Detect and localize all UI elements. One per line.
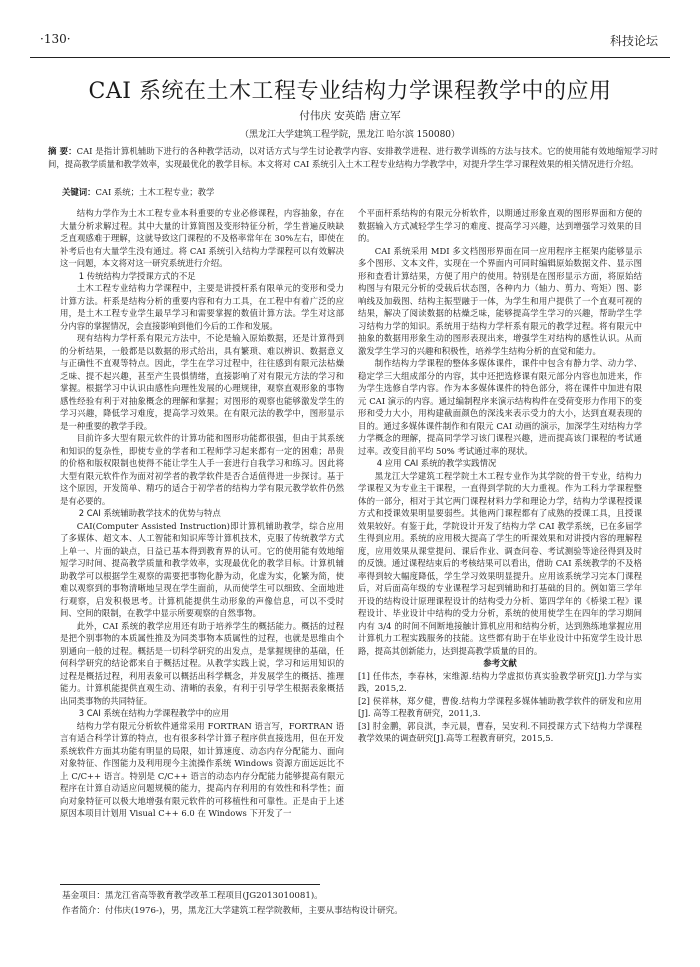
funding-note xyxy=(62,889,323,901)
section-heading: 4 应用 CAI 系统的教学实践情况 xyxy=(376,458,497,468)
journal-section: 科技论坛 xyxy=(609,34,658,48)
abstract xyxy=(48,145,658,171)
footnote-divider xyxy=(60,884,320,885)
bio-text: 付伟庆(1976-)，男，黑龙江大学建筑工程学院教师，主要从事结构设计研究。 xyxy=(104,906,403,916)
funding-label: 基金项目： xyxy=(62,891,105,901)
section-heading: 3 CAI 系统在结构力学课程教学中的应用 xyxy=(78,708,230,718)
abstract-label: 摘 要： xyxy=(48,146,77,156)
body-paragraph: 制作结构力学课程的整体多媒体课件，课件中包含有静力学、动力学、稳定学三大组成部分的内容，其中还把选修课有限元部分内容也加进来，作为学生选修自学内容。作为本多媒体课件的特色部分，将在课件中加进有限元 CAI 演示的内容。通过编制程序来演示结构构件在受荷变形力作用下的变形和受力大小，用构建截面颜色的深浅来表示受力的大小，达到直观表现的目的。通过多媒体课件制作和有限元 CAI 动画的演示，加深学生对结构力学力学概念的理解，提高同学学习该门课程兴趣，进而提高该门课程的考试通过率。改变目前平均 50% 考试通过率的现状。 xyxy=(358,358,642,456)
abstract-text: CAI 是指计算机辅助下进行的各种教学活动，以对话方式与学生讨论教学内容、安排教学进程、进行教学训练的方法与技术。它的使用能有效地缩短学习时间，提高教学质量和教学效率，实现最优化的教学目标。本文将对 CAI 系统引入土木工程专业结构力学教学中，对提升学生学习课程效果的相关情况进行介绍。 xyxy=(48,146,659,169)
body-paragraph: CAI(Computer Assisted Instruction)即计算机辅助教学，综合应用了多媒体、超文本、人工智能和知识库等计算机技术，克服了传统教学方式上单一、片面的缺点，日益已基本得到教育界的认可。它的使用能有效地缩短学习时间、提高教学质量和教学效率，实现最优化的教学目标。计算机辅助教学可以根据学生观察的需要把事物化静为动，化虚为实，化繁为简，使难以观察到的事物清晰地呈现在学生面前，从而使学生可以细致、全面地进行观察，启发积极思考。计算机能提供生动形象的声像信息，可以不受时间、空间的限制，在教学中显示所要观察的自然事物。 xyxy=(60,520,344,618)
reference-item: [2] 侯祥林，郑夕健，曹俊.结构力学课程多媒体辅助教学软件的研发和应用[J]. 高等工程教育研究，2011,3. xyxy=(358,695,642,718)
right-column xyxy=(358,207,642,745)
section-heading: 2 CAI 系统辅助教学技术的优势与特点 xyxy=(78,508,221,518)
body-paragraph: CAI 系统采用 MDI 多文档图形界面在同一应用程序主框架内能够显示多个图形、文本文件，实现在一个界面内可同时编辑原始数据文件、显示图形和查看计算结果，方便了用户的使用。特别是在图形显示方面，将原始结构图与有限元分析的受载后状态图，各种内力（轴力、剪力、弯矩）图、影响线及加载图、结构主振型融于一体，为学生和用户提供了一个直观可视的结果，解决了阅读数据的枯燥乏味，能够提高学生学习的兴趣，帮助学生学习结构力学的知识。系统用于结构力学杆系有限元的教学过程。将有限元中抽象的数据用形象生动的图形表现出来，增强学生对结构的感性认识。从而激发学生学习的兴趣和积极性，培养学生结构分析的直觉和能力。 xyxy=(358,245,642,356)
page-header xyxy=(30,28,670,50)
author-bio xyxy=(62,904,403,916)
body-paragraph: 此外，CAI 系统的教学应用还有助于培养学生的概括能力。概括的过程是把个别事物的本质属性推及为同类事物本质属性的过程，也就是思维由个别通向一般的过程。概括是一切科学研究的出发点，是掌握规律的基础，任何科学研究的结论都来自于概括过程。从教学实践上说，学习和运用知识的过程是概括过程，利用表象可以概括出科学概念，并发展学生的概括、推理能力。计算机能提供直观生动、清晰的表象，有利于引导学生根据表象概括出同类事物的共同特征。 xyxy=(60,620,344,706)
keywords-text: CAI 系统；土木工程专业；教学 xyxy=(95,187,215,197)
page-number: ·130· xyxy=(40,32,71,46)
author-list: 付伟庆 安英皓 唐立军 xyxy=(299,110,401,122)
body-paragraph: 目前许多大型有限元软件的计算功能和图形功能都很强，但由于其系统和知识的复杂性，即使专业的学者和工程师学习起来都有一定的困难；昂贵的价格和版权限制也使得不能让学生人手一套进行自我学习和练习。因此将大型有限元软件作为面对初学者的教学软件是否合适值得进一步探讨。基于这个原因，开发简单、精巧的适合于初学者的结构力学有限元教学软件仍然是有必要的。 xyxy=(60,433,344,506)
affiliation: （黑龙江大学建筑工程学院，黑龙江 哈尔滨 150080） xyxy=(239,130,461,140)
header-divider xyxy=(30,57,670,58)
section-heading: 1 传统结构力学授课方式的不足 xyxy=(78,270,196,281)
left-column xyxy=(60,207,344,820)
body-paragraph: 结构力学作为土木工程专业本科重要的专业必修课程，内容抽象，存在大量分析求解过程。其中大量的计算简图及变形特征分析，学生普遍反映缺乏直观感难于理解，这就导致这门课程的不及格率常年在 30%左右，即使在补考后也有大量学生没有通过。将 CAI 系统引入结构力学课程可以有效解决这一问题，本文将对这一研究系统进行介绍。 xyxy=(60,208,344,268)
reference-item: [1] 任伟杰，李春林，宋维源.结构力学虚拟仿真实验教学研究[J].力学与实践，2015,2. xyxy=(358,670,642,693)
funding-text: 黑龙江省高等教育教学改革工程项目(JG2013010081)。 xyxy=(104,891,323,901)
body-paragraph: 黑龙江大学建筑工程学院土木工程专业作为其学院的骨干专业，结构力学课程又为专业主干课程，一直得到学院的大力重视。作为工科力学课程整体的一部分，相对于其它两门课程材料力学和理论力学，结构力学课程授课方式和授课效果明显要弱些。其他两门课程都有了成熟的授课工具，且授课效果较好。有鉴于此，学院设计开发了结构力学 CAI 教学系统，已在多届学生得到应用。系统的应用极大提高了学生的听课效果和对讲授内容的理解程度，应用效果从课堂提问、课后作业、调查问卷、考试测验等途径得到及时的反馈。通过课程结束后的考核结果可以看出，借助 CAI 系统教学的不及格率得到较大幅度降低，学生学习效果明显提升。应用该系统学习完本门课程后，对后面高年级的专业课程学习起到辅助和打基础的目的。例如第三学年开设的结构设计原理课程设计的结构受力分析、第四学年的《桥梁工程》课程设计、毕业设计中结构的受力分析，系统的使用使学生在四年的学习期间内有 3/4 的时间不间断地接触计算机应用和结构分析，达到熟练地掌握应用计算机力工程实践服务的技能。这些都有助于在毕业设计中拓宽学生设计思路，提高其创新能力，达到提高教学质量的目的。 xyxy=(358,470,642,656)
reference-item: [3] 肘金鹏，郭良淇，李元晨，曹春，吴安利.不同授课方式下结构力学课程教学效果的调查研究[J].高等工程教育研究，2015,5. xyxy=(358,720,642,743)
article-title: CAI 系统在土木工程专业结构力学课程教学中的应用 xyxy=(88,79,612,104)
body-paragraph: 个平面杆系结构的有限元分析软件，以期通过形象直观的图形界面和方便的数据输入方式减轻学生学习的难度、提高学习兴趣，达到增强学习效果的目的。 xyxy=(358,208,642,243)
body-paragraph: 结构力学有限元分析软件通常采用 FORTRAN 语言写，FORTRAN 语言有适合科学计算的特点，也有很多科学计算子程序供直接选用，但在开发系统软件方面其功能有明显的局限，如计算速度、动态内存分配能力、面向对象特征、作图能力及利用现今主流操作系统 Windows 资源方面远远比不上 C/C++ 语言。特别是 C/C++ 语言的动态内存分配能力能够提高有限元程序在计算自动适应问题规模的能力，提高内存利用的有效性和科学性；面向对象特征可以极大地增强有限元软件的可移植性和可靠性。正是由于上述原因本项目计划用 Visual C++ 6.0 在 Windows 下开发了一 xyxy=(60,720,344,818)
keywords xyxy=(62,186,662,198)
keywords-label: 关键词： xyxy=(62,187,96,197)
references-heading: 参考文献 xyxy=(483,658,517,668)
body-paragraph: 现有结构力学杆系有限元方法中，不论是输入原始数据，还是计算得到的分析结果，一般都是以数据的形式给出，具有繁琐、难以辨识、数据意义与正确性不直观等特点。因此，学生在学习过程中，往往感到有限元法枯燥乏味、提不起兴趣，甚至产生畏惧情绪，直接影响了对有限元方法的学习和掌握。根据学习中认识由感性向理性发展的心理规律，观察直观形象的事物感性经验有利于对抽象概念的理解和掌握；对图形的观察也能够激发学生的学习兴趣，降低学习难度，提高学习效果。在有限元法的教学中，图形显示是一种重要的教学手段。 xyxy=(60,333,344,431)
body-paragraph: 土木工程专业结构力学课程中，主要是讲授杆系有限单元的变形和受力计算方法。杆系是结构分析的重要内容和有力工具，在工程中有着广泛的应用，是土木工程专业学生最早学习和需要掌握的数值计算方法。学生对这部分内容的掌握情况，会直接影响到他们今后的工作和发展。 xyxy=(60,283,344,331)
bio-label: 作者简介： xyxy=(62,906,105,916)
